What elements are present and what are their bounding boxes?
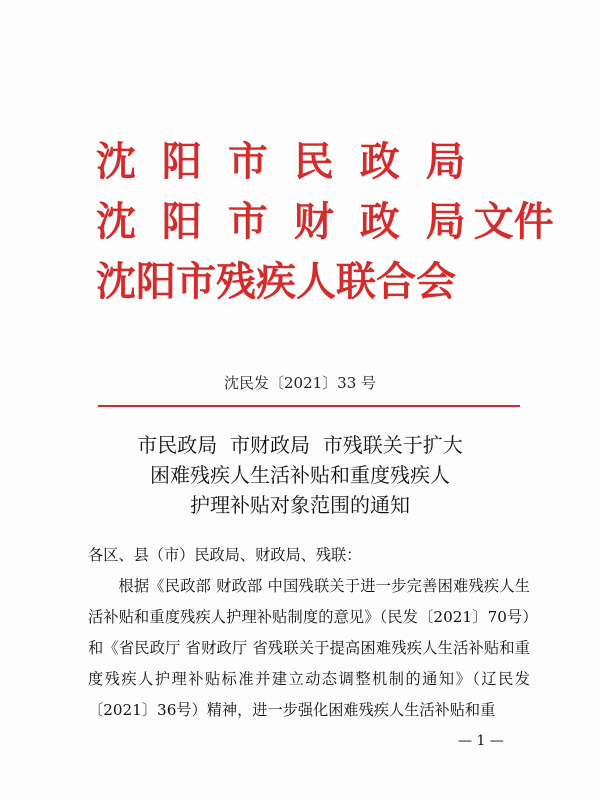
document-number: 沈民发〔2021〕33 号 bbox=[223, 374, 377, 392]
title-line-3: 护理补贴对象范围的通知 bbox=[190, 493, 410, 517]
issuer-disabled-persons-federation: 沈阳市残疾人联合会 bbox=[96, 258, 456, 305]
notice-body bbox=[88, 540, 530, 726]
issuing-agencies-header bbox=[96, 128, 566, 308]
issuer-civil-affairs-bureau: 沈 阳 市 民 政 局 bbox=[96, 138, 472, 185]
issuer-line-2 bbox=[96, 188, 566, 248]
issuer-line-1 bbox=[96, 128, 566, 188]
notice-title bbox=[0, 430, 600, 520]
red-divider bbox=[98, 405, 520, 407]
title-line-1: 市民政局 市财政局 市残联关于扩大 bbox=[137, 433, 463, 457]
document-suffix: 文件 bbox=[473, 198, 554, 245]
salutation: 各区、县（市）民政局、财政局、残联： bbox=[88, 546, 362, 564]
body-paragraph: 根据《民政部 财政部 中国残联关于进一步完善困难残疾人生活补贴和重度残疾人护理补贴制度的意见》（民发〔2021〕70号）和《省民政厅 省财政厅 省残联关于提高困难残疾人生活补贴和重度残疾人护理补贴标准并建立动态调整机制的通知》（辽民发〔2021〕36号）精神，进一步强化困难残疾人生活补贴和重 bbox=[88, 577, 530, 719]
issuer-finance-bureau: 沈 阳 市 财 政 局 bbox=[96, 198, 472, 245]
title-line-2: 困难残疾人生活补贴和重度残疾人 bbox=[150, 463, 450, 487]
issuer-line-3 bbox=[96, 248, 566, 308]
page-number: — 1 — bbox=[458, 733, 504, 749]
